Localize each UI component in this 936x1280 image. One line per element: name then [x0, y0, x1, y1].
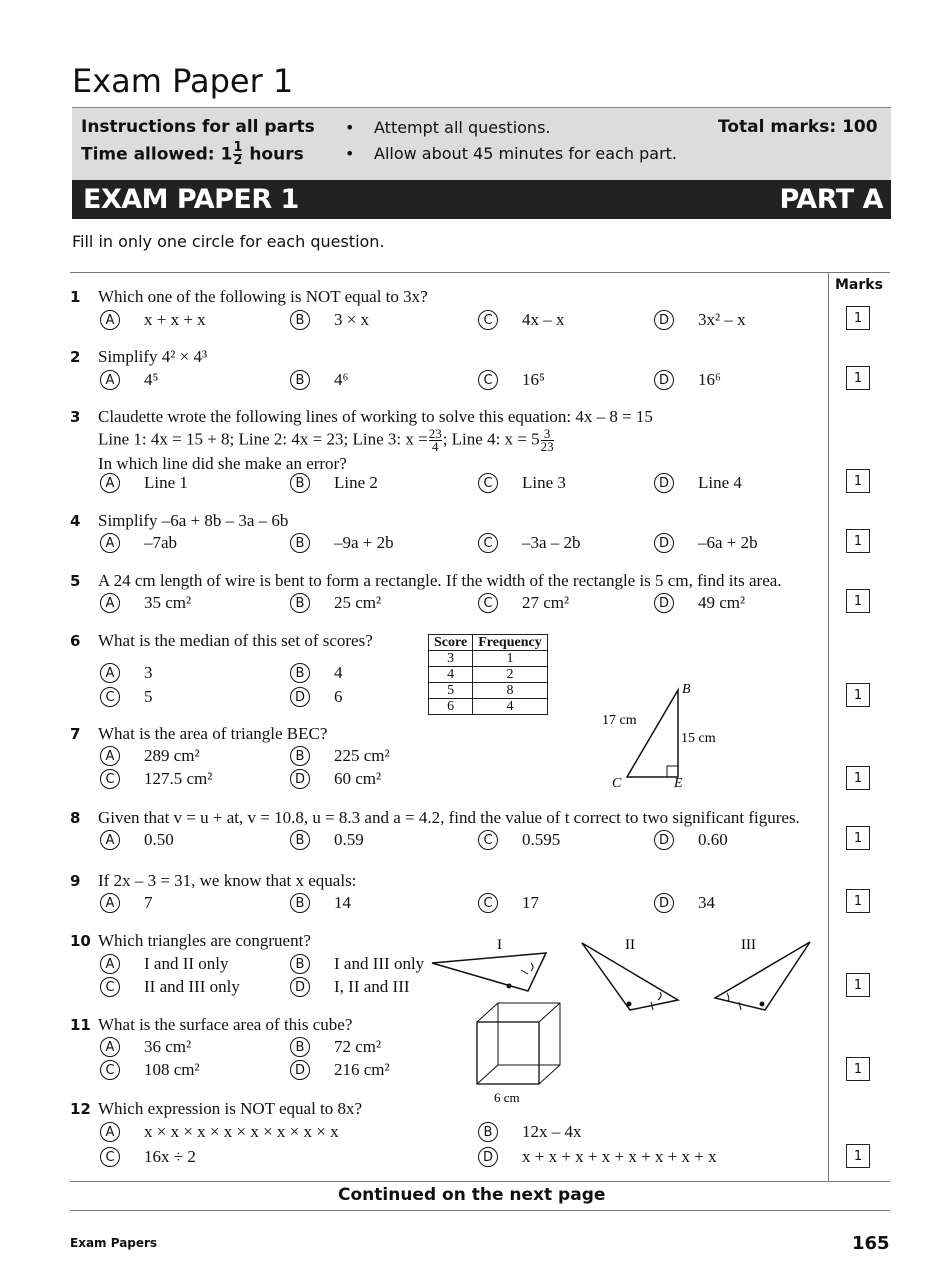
answer-option-c[interactable] [100, 977, 240, 997]
answer-option-a[interactable] [100, 310, 206, 330]
answer-text: Line 3 [522, 473, 566, 492]
cube-diagram [470, 1000, 570, 1108]
answer-option-b[interactable] [290, 746, 390, 766]
question-text: Given that v = u + at, v = 10.8, u = 8.3 and a = 4.2, find the value of t correct to two significant figures. [98, 808, 800, 827]
question-number: 6 [70, 632, 81, 650]
bullet-icon: • [345, 144, 355, 163]
answer-text: 72 cm² [334, 1037, 382, 1056]
answer-option-a[interactable] [100, 593, 191, 613]
answer-option-c[interactable] [478, 310, 565, 330]
angle-arc-mark [531, 963, 533, 971]
answer-option-d[interactable] [654, 830, 728, 850]
footer-label: Exam Papers [70, 1236, 158, 1250]
answer-option-d[interactable] [290, 977, 410, 997]
answer-text: x + x + x [144, 310, 206, 329]
answer-option-d[interactable] [290, 769, 381, 789]
question-number: 3 [70, 408, 81, 426]
instructions-label: Instructions for all parts [81, 117, 315, 137]
answer-text: I, II and III [334, 977, 410, 996]
answer-circle[interactable]: B [290, 533, 310, 553]
marks-box: 1 [846, 469, 870, 493]
question-number: 11 [70, 1016, 91, 1034]
answer-circle[interactable]: B [290, 663, 310, 683]
answer-option-c[interactable] [478, 370, 545, 390]
answer-option-b[interactable] [290, 473, 378, 493]
answer-circle[interactable]: A [100, 746, 120, 766]
side-tick-mark [521, 970, 528, 974]
answer-option-a[interactable] [100, 830, 174, 850]
question-number: 1 [70, 288, 81, 306]
answer-circle[interactable]: A [100, 310, 120, 330]
marks-column-divider [828, 272, 829, 1182]
instruction-bullet-2: Allow about 45 minutes for each part. [374, 144, 677, 163]
bullet-icon: • [345, 118, 355, 137]
answer-text: 27 cm² [522, 593, 570, 612]
answer-option-b[interactable] [290, 830, 364, 850]
question-text: Which expression is NOT equal to 8x? [98, 1099, 363, 1118]
angle-dot-mark [760, 1002, 765, 1007]
answer-circle[interactable]: B [290, 830, 310, 850]
table-header: Frequency [473, 635, 548, 651]
marks-box: 1 [846, 1144, 870, 1168]
answer-circle[interactable]: D [290, 977, 310, 997]
table-header: Score [429, 635, 473, 651]
question-number: 2 [70, 348, 81, 366]
answer-circle[interactable]: A [100, 663, 120, 683]
answer-option-d[interactable] [290, 687, 343, 707]
answer-option-b[interactable] [290, 593, 381, 613]
marks-box: 1 [846, 766, 870, 790]
answer-circle[interactable]: D [654, 310, 674, 330]
marks-box: 1 [846, 826, 870, 850]
answer-text: 0.595 [522, 830, 561, 849]
answer-text: I and III only [334, 954, 425, 973]
answer-circle[interactable]: B [290, 370, 310, 390]
answer-text: x × x × x × x × x × x × x × x [144, 1122, 339, 1141]
table-row: 4 2 [429, 667, 548, 683]
answer-circle[interactable]: D [290, 687, 310, 707]
answer-option-d[interactable] [654, 533, 758, 553]
total-marks: Total marks: 100 [718, 117, 878, 137]
answer-circle[interactable]: C [478, 893, 498, 913]
answer-circle[interactable]: A [100, 533, 120, 553]
question-number: 5 [70, 572, 81, 590]
answer-option-c[interactable] [478, 830, 560, 850]
triangle-i [432, 953, 546, 991]
answer-circle[interactable]: C [478, 533, 498, 553]
answer-circle[interactable]: A [100, 370, 120, 390]
answer-option-b[interactable] [290, 1037, 381, 1057]
answer-circle[interactable]: B [290, 893, 310, 913]
triangle-bec-diagram [590, 675, 730, 795]
answer-circle[interactable]: D [654, 473, 674, 493]
cube-front-face [477, 1022, 539, 1084]
answer-circle[interactable]: B [290, 1037, 310, 1057]
answer-circle[interactable]: B [290, 954, 310, 974]
answer-circle[interactable]: D [654, 593, 674, 613]
table-row: 6 4 [429, 699, 548, 715]
answer-circle[interactable]: D [290, 769, 310, 789]
answer-text: 4x – x [522, 310, 565, 329]
answer-option-c[interactable] [478, 593, 569, 613]
answer-option-c[interactable] [478, 533, 581, 553]
answer-circle[interactable]: A [100, 893, 120, 913]
answer-text: 4⁶ [334, 370, 349, 389]
answer-text: –9a + 2b [334, 533, 394, 552]
angle-dot-mark [627, 1002, 632, 1007]
cube-side-label: 6 cm [494, 1090, 520, 1105]
answer-option-b[interactable] [290, 370, 348, 390]
answer-text: –7ab [144, 533, 178, 552]
triangle-shape [627, 690, 678, 777]
marks-box: 1 [846, 683, 870, 707]
answer-option-c[interactable] [100, 687, 153, 707]
answer-text: 14 [334, 893, 351, 912]
answer-text: 4 [334, 663, 343, 682]
answer-circle[interactable]: C [100, 1060, 120, 1080]
answer-text: I and II only [144, 954, 229, 973]
triangle-label-3: III [741, 937, 756, 953]
divider [70, 272, 890, 273]
triangle-label-2: II [625, 937, 635, 953]
answer-text: II and III only [144, 977, 240, 996]
answer-text: 16⁵ [522, 370, 545, 389]
answer-option-c[interactable] [100, 1060, 200, 1080]
vertex-e-label: E [674, 776, 683, 791]
answer-text: 49 cm² [698, 593, 746, 612]
side-label: 17 cm [602, 713, 637, 728]
answer-option-a[interactable] [100, 663, 153, 683]
instruction-bullet-1: Attempt all questions. [374, 118, 551, 137]
marks-box: 1 [846, 529, 870, 553]
question-text: Simplify 4² × 4³ [98, 347, 208, 366]
answer-option-b[interactable] [290, 310, 369, 330]
answer-text: 3x² – x [698, 310, 746, 329]
triangle-label-1: I [497, 937, 502, 953]
part-banner [72, 180, 891, 219]
vertex-c-label: C [612, 776, 622, 791]
side-label: 15 cm [681, 731, 716, 746]
answer-circle[interactable]: A [100, 473, 120, 493]
answer-circle[interactable]: B [290, 593, 310, 613]
banner-part: PART A [779, 184, 883, 215]
angle-dot-mark [507, 984, 512, 989]
question-number: 10 [70, 932, 91, 950]
answer-text: 108 cm² [144, 1060, 200, 1079]
answer-option-a[interactable] [100, 370, 158, 390]
answer-option-a[interactable] [100, 893, 153, 913]
answer-circle[interactable]: C [478, 310, 498, 330]
answer-text: 4⁵ [144, 370, 159, 389]
fill-instruction: Fill in only one circle for each question. [72, 232, 385, 251]
answer-text: 12x – 4x [522, 1122, 582, 1141]
answer-circle[interactable]: D [654, 533, 674, 553]
divider [70, 1210, 890, 1211]
answer-option-b[interactable] [290, 893, 351, 913]
answer-text: 6 [334, 687, 343, 706]
answer-option-a[interactable] [100, 954, 229, 974]
question-number: 9 [70, 872, 81, 890]
question-number: 7 [70, 725, 81, 743]
banner-title: EXAM PAPER 1 [83, 184, 299, 215]
answer-circle[interactable]: C [100, 1147, 120, 1167]
question-number: 12 [70, 1100, 91, 1118]
answer-text: 35 cm² [144, 593, 192, 612]
question-text: A 24 cm length of wire is bent to form a rectangle. If the width of the rectangle is 5 cm, find its area. [98, 571, 782, 590]
answer-circle[interactable]: C [100, 977, 120, 997]
question-text: Simplify –6a + 8b – 3a – 6b [98, 511, 289, 530]
answer-option-d[interactable] [290, 1060, 390, 1080]
answer-option-c[interactable] [100, 769, 212, 789]
answer-text: 60 cm² [334, 769, 382, 788]
answer-text: 7 [144, 893, 153, 912]
answer-option-b[interactable] [290, 663, 343, 683]
answer-option-d[interactable] [654, 310, 746, 330]
answer-circle[interactable]: C [478, 593, 498, 613]
page-title: Exam Paper 1 [72, 62, 294, 100]
answer-text: 0.60 [698, 830, 728, 849]
marks-box: 1 [846, 1057, 870, 1081]
question-text: If 2x – 3 = 31, we know that x equals: [98, 871, 357, 890]
answer-option-d[interactable] [654, 893, 715, 913]
question-text: What is the surface area of this cube? [98, 1015, 353, 1034]
table-row: 3 1 [429, 651, 548, 667]
answer-circle[interactable]: B [290, 310, 310, 330]
answer-text: 17 [522, 893, 539, 912]
question-text: Which one of the following is NOT equal to 3x? [98, 287, 428, 306]
answer-circle[interactable]: A [100, 1037, 120, 1057]
answer-circle[interactable]: B [478, 1122, 498, 1142]
answer-circle[interactable]: C [100, 687, 120, 707]
answer-text: 127.5 cm² [144, 769, 213, 788]
answer-text: 25 cm² [334, 593, 382, 612]
answer-text: 5 [144, 687, 153, 706]
answer-option-b[interactable] [478, 1122, 582, 1142]
marks-header: Marks [835, 277, 883, 293]
answer-text: 34 [698, 893, 715, 912]
answer-circle[interactable]: B [290, 746, 310, 766]
cube-back-face [498, 1003, 560, 1065]
answer-text: 16⁶ [698, 370, 721, 389]
answer-circle[interactable]: B [290, 473, 310, 493]
marks-box: 1 [846, 589, 870, 613]
answer-circle[interactable]: A [100, 830, 120, 850]
answer-circle[interactable]: D [654, 370, 674, 390]
answer-option-d[interactable] [654, 593, 745, 613]
table-row: 5 8 [429, 683, 548, 699]
answer-circle[interactable]: C [100, 769, 120, 789]
answer-text: –6a + 2b [698, 533, 758, 552]
continued-note: Continued on the next page [338, 1185, 606, 1205]
answer-circle[interactable]: A [100, 1122, 120, 1142]
answer-option-a[interactable] [100, 533, 177, 553]
answer-option-d[interactable] [654, 473, 742, 493]
divider [70, 1181, 890, 1182]
marks-box: 1 [846, 889, 870, 913]
answer-text: 3 × x [334, 310, 370, 329]
answer-option-c[interactable] [100, 1147, 196, 1167]
triangle-ii [582, 943, 678, 1010]
answer-circle[interactable]: D [654, 893, 674, 913]
answer-option-a[interactable] [100, 1122, 339, 1142]
answer-text: Line 4 [698, 473, 742, 492]
answer-text: 0.50 [144, 830, 174, 849]
instructions-header [72, 107, 891, 180]
answer-circle[interactable]: D [290, 1060, 310, 1080]
marks-box: 1 [846, 973, 870, 997]
answer-circle[interactable]: C [478, 370, 498, 390]
marks-box: 1 [846, 306, 870, 330]
question-text: Claudette wrote the following lines of working to solve this equation: 4x – 8 = 15 Line 1: 4x = 15 + 8; Line 2: 4x = 23; Line 3: x = $\frac{23}{4}$ ; Line 4: x = 5 $\frac{3}{23}$ In which line did she make an error? [98, 407, 653, 473]
answer-circle[interactable]: C [478, 473, 498, 493]
answer-text: 0.59 [334, 830, 364, 849]
side-tick-mark [739, 1002, 741, 1010]
angle-arc-mark [658, 992, 661, 1000]
answer-option-a[interactable] [100, 1037, 191, 1057]
answer-text: 3 [144, 663, 153, 682]
answer-text: x + x + x + x + x + x + x + x [522, 1147, 717, 1166]
answer-text: 36 cm² [144, 1037, 192, 1056]
answer-option-d[interactable] [478, 1147, 717, 1167]
question-number: 8 [70, 809, 81, 827]
answer-option-a[interactable] [100, 473, 188, 493]
vertex-b-label: B [682, 682, 691, 697]
question-text: What is the median of this set of scores? [98, 631, 373, 650]
frequency-table [428, 634, 548, 715]
triangle-iii [715, 942, 810, 1010]
question-text: Which triangles are congruent? [98, 931, 311, 950]
marks-box: 1 [846, 366, 870, 390]
answer-circle[interactable]: A [100, 593, 120, 613]
question-number: 4 [70, 512, 81, 530]
answer-text: 16x ÷ 2 [144, 1147, 196, 1166]
answer-text: –3a – 2b [522, 533, 581, 552]
answer-circle[interactable]: A [100, 954, 120, 974]
answer-text: 289 cm² [144, 746, 200, 765]
answer-text: Line 2 [334, 473, 378, 492]
answer-text: 216 cm² [334, 1060, 390, 1079]
answer-option-b[interactable] [290, 954, 424, 974]
time-allowed: Time allowed: 1 $\frac{1}{2}$ hours [81, 140, 304, 168]
answer-option-b[interactable] [290, 533, 394, 553]
answer-circle[interactable]: D [654, 830, 674, 850]
answer-option-d[interactable] [654, 370, 721, 390]
answer-option-a[interactable] [100, 746, 200, 766]
answer-circle[interactable]: D [478, 1147, 498, 1167]
question-text: What is the area of triangle BEC? [98, 724, 328, 743]
answer-circle[interactable]: C [478, 830, 498, 850]
answer-text: Line 1 [144, 473, 188, 492]
answer-text: 225 cm² [334, 746, 390, 765]
answer-option-c[interactable] [478, 473, 566, 493]
page-number: 165 [852, 1233, 890, 1254]
answer-option-c[interactable] [478, 893, 539, 913]
